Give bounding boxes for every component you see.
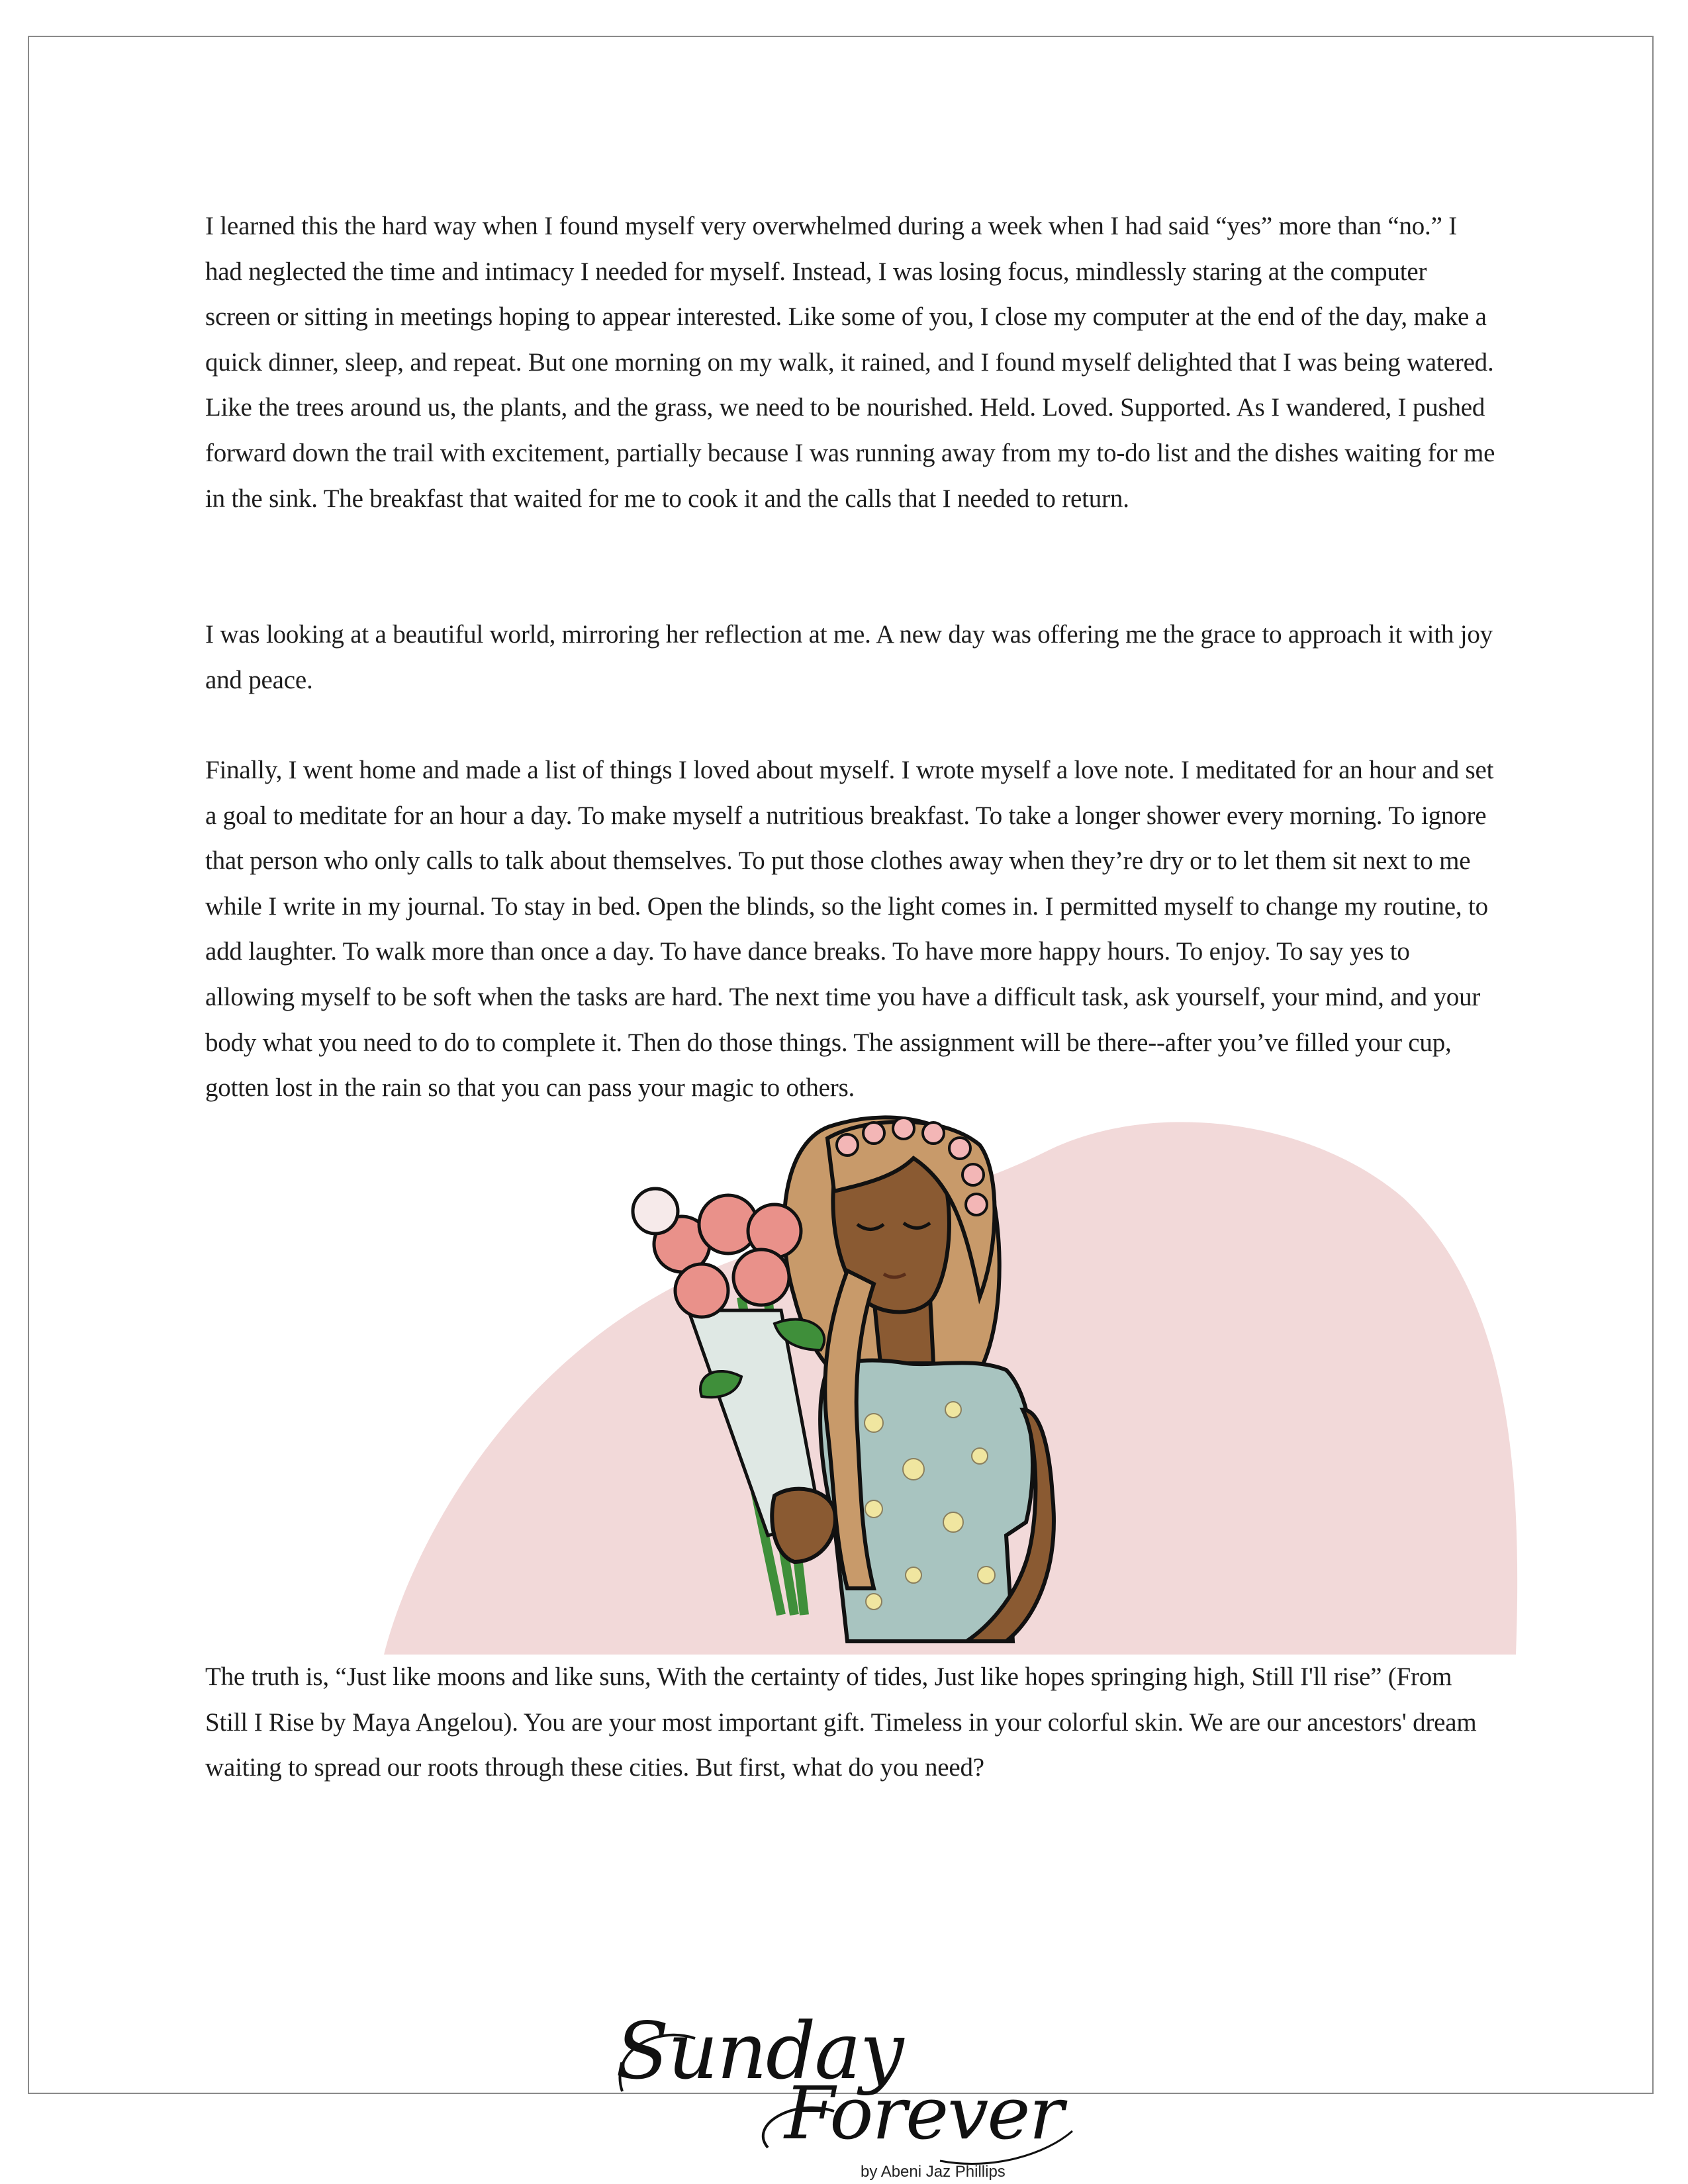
paragraph-2: I was looking at a beautiful world, mirroring her reflection at me. A new day was offering me the grace to approach it with joy and peace. [205,620,1493,694]
sunday-forever-logo [596,2005,1086,2184]
paragraph-4: The truth is, “Just like moons and like suns, With the certainty of tides, Just like hopes springing high, Still I'll rise” (From Still I Rise by Maya Angelou). You are your most important gift. Timeless in your colorful skin. We are our ancestors' dream waiting to spread our roots through these cities. But first, what do you need? [205,1662,1477,1782]
paragraph-1: I learned this the hard way when I found myself very overwhelmed during a week when I had said “yes” more than “no.” I had neglected the time and intimacy I needed for myself. Instead, I was losing focus, mindlessly staring at the computer screen or sitting in meetings hoping to appear interested. Like some of you, I close my computer at the end of the day, make a quick dinner, sleep, and repeat. But one morning on my walk, it rained, and I found myself delighted that I was being watered. Like the trees around us, the plants, and the grass, we need to be nourished. Held. Loved. Supported. As I wandered, I pushed forward down the trail with excitement, partially because I was running away from my to-do list and the dishes waiting for me in the sink. The breakfast that waited for me to cook it and the calls that I needed to return. [205,212,1495,513]
woman-with-roses-illustration [371,1099,1536,1668]
logo-byline: by Abeni Jaz Phillips [861,2163,1006,2181]
paragraph-3: Finally, I went home and made a list of things I loved about myself. I wrote myself a love note. I meditated for an hour and set a goal to meditate for an hour a day. To make myself a nutritious breakfast. To take a longer shower every morning. To ignore that person who only calls to talk about themselves. To put those clothes away when they’re dry or to let them sit next to me while I write in my journal. To stay in bed. Open the blinds, so the light comes in. I permitted myself to change my routine, to add laughter. To walk more than once a day. To have dance breaks. To have more happy hours. To enjoy. To say yes to allowing myself to be soft when the tasks are hard. The next time you have a difficult task, ask yourself, your mind, and your body what you need to do to complete it. Then do those things. The assignment will be there--after you’ve filled your cup, gotten lost in the rain so that you can pass your magic to others. [205,756,1494,1103]
logo-word-forever: Forever [784,2071,1063,2156]
logo-word-sunday: Sunday [616,2005,903,2097]
